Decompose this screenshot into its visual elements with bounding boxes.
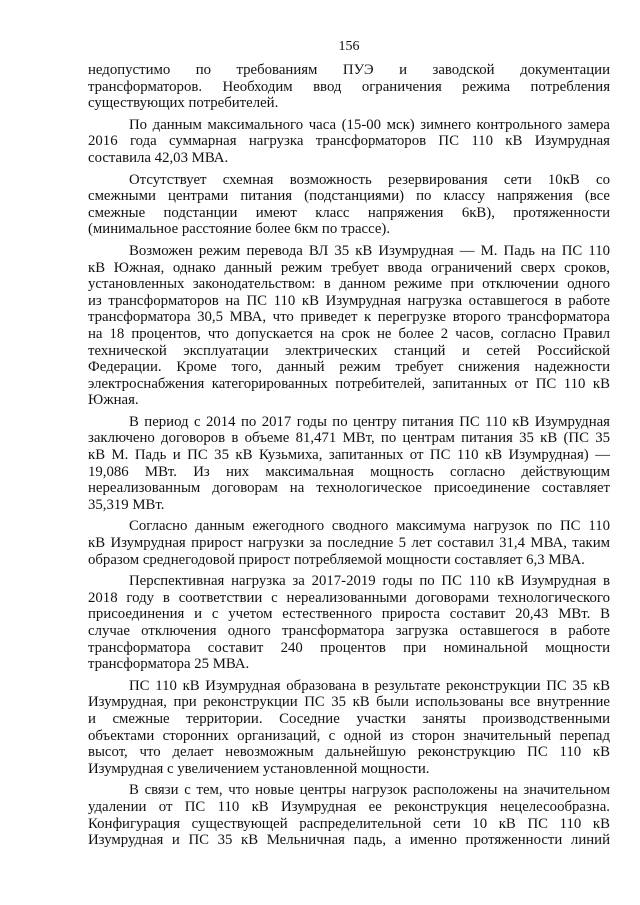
text-line: кВ М. Падь и ПС 35 кВ Кузьмиха, запитанных от ПС 110 кВ Изумрудная) — — [88, 447, 610, 464]
text-line: кВ Изумрудная прирост нагрузки за последние 5 лет составил 31,4 МВА, таким — [88, 535, 610, 552]
text-line: Изумрудная с увеличением установленной мощности. — [88, 760, 430, 777]
paragraph-4 — [88, 243, 610, 409]
text-line: кВ Южная, однако данный режим требует ввода ограничений сверх сроков, — [88, 259, 610, 276]
text-line: (минимальное расстояние более 6км по трассе). — [88, 221, 391, 238]
text-line: объектами сторонних организаций, с одной из сторон значительный перепад — [88, 727, 610, 744]
page-number: 156 — [338, 39, 360, 54]
text-line: Изумрудная и ПС 35 кВ Мельничная падь, а именно протяженности линий — [88, 832, 610, 849]
text-line: и смежные территории. Соседние участки заняты производственными — [88, 710, 610, 727]
text-line: Отсутствует схемная возможность резервирования сети 10кВ со — [129, 171, 610, 188]
text-line: случае отключения одного трансформатора загрузка оставшегося в работе — [88, 623, 610, 639]
text-line: присоединения и с учетом естественного прироста составит 20,43 МВт. В — [88, 606, 610, 623]
text-line: на 18 процентов, что допускается на срок не более 2 часов, согласно Правил — [88, 325, 610, 342]
text-line: образом среднегодовой прирост потребляемой мощности составляет 6,3 МВА. — [88, 551, 585, 568]
paragraph-8 — [88, 678, 610, 778]
text-line: Перспективная нагрузка за 2017-2019 годы по ПС 110 кВ Изумрудная в — [129, 573, 610, 590]
text-line: установленных законодательством: в данном режиме при отключении одного — [88, 276, 610, 293]
text-line: трансформаторов. Необходим ввод ограничения режима потребления — [88, 78, 610, 95]
text-line: Южная. — [88, 392, 139, 409]
text-line: ПС 110 кВ Изумрудная образована в результате реконструкции ПС 35 кВ — [129, 677, 610, 694]
paragraph-9 — [88, 782, 610, 848]
text-line: 19,086 МВт. Из них максимальная мощность согласно действующим — [88, 463, 610, 480]
text-line: смежными центрами питания (подстанциями) по классу напряжения (все — [88, 188, 610, 205]
paragraph-5 — [88, 414, 610, 514]
text-line: Возможен режим перевода ВЛ 35 кВ Изумрудная — М. Падь на ПС 110 — [129, 242, 610, 259]
text-line: высот, что делает невозможным дальнейшую реконструкцию ПС 110 кВ — [88, 744, 610, 761]
text-line: Согласно данным ежегодного сводного максимума нагрузок по ПС 110 — [129, 518, 610, 535]
text-line: 2016 года суммарная нагрузка трансформаторов ПС 110 кВ Изумрудная — [88, 133, 610, 150]
text-line: По данным максимального часа (15-00 мск) зимнего контрольного замера — [129, 116, 610, 133]
text-line: технической эксплуатации электрических станций и сетей Российской — [88, 342, 610, 359]
paragraph-6 — [88, 518, 610, 568]
text-line: 35,319 МВт. — [88, 496, 165, 513]
text-line: из трансформаторов на ПС 110 кВ Изумрудная нагрузка оставшегося в работе — [88, 292, 610, 309]
paragraph-1 — [88, 62, 610, 112]
text-line: смежные подстанции имеют класс напряжения 6кВ), протяженности — [88, 204, 610, 221]
paragraph-3 — [88, 172, 610, 238]
text-line: Изумрудная, при реконструкции ПС 35 кВ были использованы все внутренние — [88, 694, 610, 711]
text-line: недопустимо по требованиям ПУЭ и заводской документации — [88, 62, 610, 78]
text-line: В период с 2014 по 2017 годы по центру питания ПС 110 кВ Изумрудная — [129, 413, 610, 430]
text-line: трансформатора 25 МВА. — [88, 656, 250, 673]
text-line: Федерации. Кроме того, данный режим требует снижения надежности — [88, 359, 610, 376]
text-line: существующих потребителей. — [88, 95, 279, 112]
text-line: нереализованным договорам на технологическое присоединение составляет — [88, 480, 610, 497]
paragraph-2 — [88, 117, 610, 167]
text-line: Конфигурация существующей распределительной сети 10 кВ ПС 110 кВ — [88, 815, 610, 832]
text-line: удалении от ПС 110 кВ Изумрудная ее реконструкция нецелесообразна. — [88, 798, 610, 815]
text-line: В связи с тем, что новые центры нагрузок расположены на значительном — [129, 782, 610, 799]
text-line: трансформатора 30,5 МВА, что приведет к перегрузке второго трансформатора — [88, 309, 610, 326]
text-line: 2018 году в соответствии с нереализованными договорами технологического — [88, 589, 610, 606]
text-line: электроснабжения категорированных потребителей, запитанных от ПС 110 кВ — [88, 375, 610, 392]
text-line: заключено договоров в объеме 81,471 МВт, по центрам питания 35 кВ (ПС 35 — [88, 430, 610, 447]
text-line: трансформатора составит 240 процентов при номинальной мощности — [88, 639, 610, 656]
document-body — [88, 62, 610, 849]
text-line: составила 42,03 МВА. — [88, 149, 229, 166]
paragraph-7 — [88, 573, 610, 673]
